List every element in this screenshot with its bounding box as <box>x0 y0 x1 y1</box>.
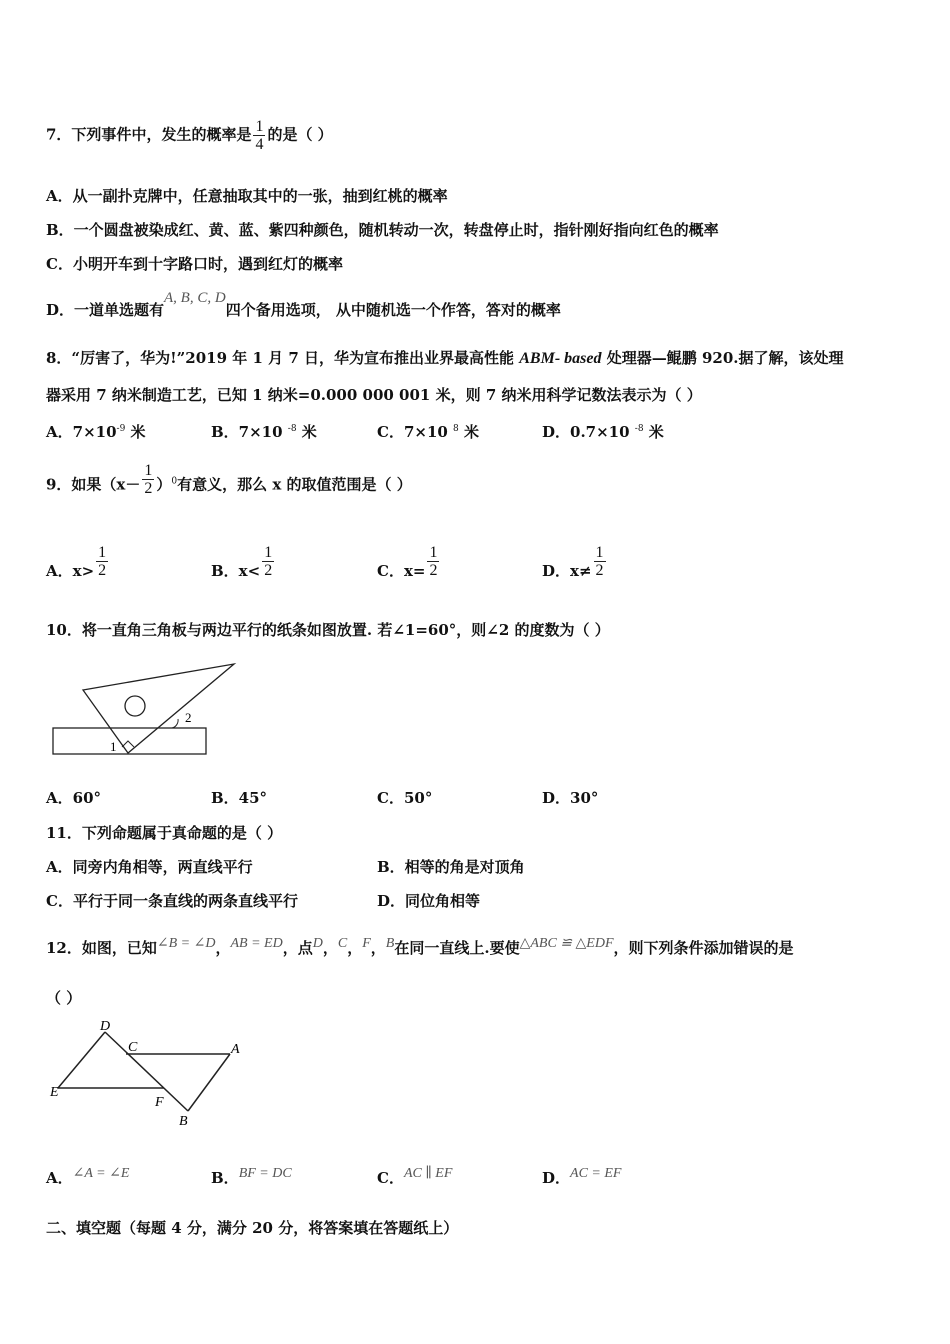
q7-option-c: C．小明开车到十字路口时，遇到红灯的概率 <box>46 255 343 273</box>
q9-option-d: D．x≠ $\frac{1}{2}$ <box>542 544 604 580</box>
q7-stem-text: 7．下列事件中，发生的概率是 <box>46 125 252 144</box>
point-C-label: C <box>128 1040 138 1055</box>
q7-option-d-math: A, B, C, D <box>164 290 226 306</box>
q8-italic-term: ABM- based <box>519 350 602 367</box>
angle2-label: 2 <box>185 710 192 725</box>
q9-stem-end: 有意义，那么 x 的取值范围是（ ） <box>177 475 412 494</box>
q9-option-a: A．x> $\frac{1}{2}$ <box>46 544 107 580</box>
point-B-label: B <box>179 1114 188 1129</box>
q8-line1-end: 处理器—鲲鹏 920.据了解，该处理 <box>606 349 844 367</box>
segment-AB <box>188 1054 230 1111</box>
q11-stem: 11．下列命题属于真命题的是（ ） <box>46 824 283 842</box>
q12-option-d: D．AC = EF <box>542 1166 622 1187</box>
q12-math-congruence: △ABC ≌ △EDF <box>519 936 614 951</box>
q10-option-a: A．60° <box>46 789 102 807</box>
q10-figure <box>48 660 248 770</box>
triangle-ruler <box>83 664 234 753</box>
q9-option-b: B．x< $\frac{1}{2}$ <box>211 544 273 580</box>
q7-option-d <box>46 290 561 321</box>
q10-option-b: B．45° <box>211 789 268 807</box>
q11-option-a: A．同旁内角相等，两直线平行 <box>46 858 253 876</box>
q9-fraction: $\frac{1}{2}$ <box>144 462 153 497</box>
q9-stem-text: 9．如果（x－ <box>46 475 141 494</box>
q12-paren: （ ） <box>46 989 82 1007</box>
q12-option-b: B．BF = DC <box>211 1166 292 1187</box>
q11-option-b: B．相等的角是对顶角 <box>377 858 525 876</box>
angle1-label: 1 <box>110 739 117 754</box>
section2-heading: 二、填空题（每题 4 分，满分 20 分，将答案填在答题纸上） <box>46 1219 459 1237</box>
q7-option-d-end: 四个备用选项， 从中随机选一个作答，答对的概率 <box>225 301 561 319</box>
q8-stem-line1 <box>46 348 843 369</box>
q12-stem-text: 12．如图，已知 <box>46 939 157 957</box>
q12-option-c: C．AC ∥ EF <box>377 1166 453 1187</box>
q10-stem: 10．将一直角三角板与两边平行的纸条如图放置. 若∠1=60°，则∠2 的度数为（ ） <box>46 621 610 639</box>
q8-option-b: B．7×10 $^{-8}$ 米 <box>211 423 317 441</box>
q8-line1-text: 8．“厉害了，华为!”2019 年 1 月 7 日，华为宣布推出业界最高性能 <box>46 349 515 367</box>
ruler-hole <box>125 696 145 716</box>
q9-option-c: C．x= $\frac{1}{2}$ <box>377 544 438 580</box>
angle2-arc <box>172 719 178 728</box>
point-A-label: A <box>231 1042 240 1057</box>
q7-fraction <box>253 118 265 153</box>
segment-ED <box>58 1032 105 1088</box>
q7-stem-end: 的是（ ） <box>267 125 333 144</box>
q10-option-c: C．50° <box>377 789 433 807</box>
q12-math-angle: ∠B = ∠D <box>156 936 216 951</box>
q7-option-b: B．一个圆盘被染成红、黄、蓝、紫四种颜色，随机转动一次，转盘停止时，指针刚好指向红色的概率 <box>46 221 719 239</box>
q12-stem-end: ，则下列条件添加错误的是 <box>613 939 794 957</box>
q8-option-d: D．0.7×10 $^{-8}$ 米 <box>542 423 664 441</box>
q10-option-d: D．30° <box>542 789 599 807</box>
q12-math-sides: AB = ED <box>230 936 283 951</box>
q7-option-d-text: D．一道单选题有 <box>46 301 165 319</box>
q8-option-a: A．$7\times 10^{-9}$ 米 <box>46 423 146 441</box>
q12-figure <box>48 1018 248 1128</box>
q11-option-d: D．同位角相等 <box>377 892 481 910</box>
q7-frac-num: 1 <box>255 118 264 135</box>
point-D-label: D <box>100 1019 111 1034</box>
q7-stem <box>46 118 333 153</box>
point-F-label: F <box>155 1095 164 1110</box>
q11-option-c: C．平行于同一条直线的两条直线平行 <box>46 892 298 910</box>
q8-stem-line2: 器采用 7 纳米制造工艺，已知 1 纳米=0.000 000 001 米，则 7 纳米用科学记数法表示为（ ） <box>46 386 702 404</box>
q8-option-c: C．7×10 $^8$ 米 <box>377 423 480 441</box>
q9-stem: 9．如果（x－ $\frac{1}{2}$ ）$^0$有意义，那么 x 的取值范围是（ ） <box>46 462 412 497</box>
q7-option-a: A．从一副扑克牌中，任意抽取其中的一张，抽到红桃的概率 <box>46 187 448 205</box>
q12-option-a: A．∠A = ∠E <box>46 1166 130 1187</box>
q12-stem: 12．如图，已知∠B = ∠D，AB = ED，点D，C，F，B在同一直线上.要使△ABC ≌ △EDF，则下列条件添加错误的是 <box>46 936 794 957</box>
point-E-label: E <box>50 1085 59 1100</box>
segment-DB <box>105 1032 188 1111</box>
q7-frac-den: 4 <box>255 136 264 153</box>
paper-strip <box>53 728 206 754</box>
